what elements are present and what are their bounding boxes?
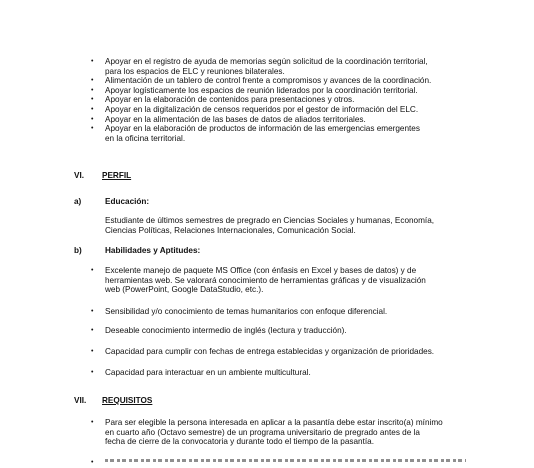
section-title: REQUISITOS: [102, 396, 153, 405]
bullet-glyph: •: [91, 86, 94, 94]
section-number: VII.: [74, 396, 87, 405]
bullet-glyph: •: [91, 125, 94, 133]
bullet-line: Apoyar en el registro de ayuda de memorias según solicitud de la coordinación territorial,: [105, 57, 428, 66]
paragraph-line: Estudiante de últimos semestres de pregrado en Ciencias Sociales y humanas, Economía,: [105, 216, 435, 225]
section-title: PERFIL: [102, 171, 132, 180]
bullet-glyph: •: [91, 106, 94, 113]
bullet-line: en la oficina territorial.: [105, 133, 186, 143]
bullet-glyph: •: [91, 327, 94, 334]
bullet-glyph: •: [91, 58, 94, 65]
bullet-line: Capacidad para interactuar en un ambiente multicultural.: [105, 368, 311, 377]
bullet-glyph: •: [91, 419, 94, 426]
bullet-glyph: •: [91, 77, 94, 85]
bullet-line: Alimentación de un tablero de control frente a compromisos y avances de la coordinación.: [105, 76, 432, 86]
subsection-heading: Habilidades y Aptitudes:: [105, 246, 201, 255]
subsection-letter: b): [74, 246, 82, 255]
bullet-glyph: •: [91, 267, 94, 274]
bullet-line: Capacidad para cumplir con fechas de entrega establecidas y organización de prioridades.: [105, 347, 435, 356]
bullet-line: Deseable conocimiento intermedio de inglés (lectura y traducción).: [105, 326, 347, 335]
bullet-glyph: •: [91, 115, 94, 123]
bullet-line: Apoyar en la elaboración de contenidos para presentaciones y otros.: [105, 95, 355, 105]
bullet-line: web (PowerPoint, Google DataStudio, etc.).: [105, 285, 264, 295]
bullet-glyph-cut: •: [91, 459, 94, 466]
bullet-line: herramientas web. Se valorará conocimiento de herramientas gráficas y de visualización: [105, 275, 426, 285]
section-number: VI.: [74, 171, 85, 180]
bullet-line: Apoyar en la digitalización de censos requeridos por el gestor de información del ELC.: [105, 105, 419, 114]
bullet-line: Apoyar en la alimentación de las bases de datos de aliados territoriales.: [105, 114, 366, 124]
bullet-line: Para ser elegible la persona interesada en aplicar a la pasantía debe estar inscrito(a) mínimo: [105, 418, 443, 427]
bullet-line: para los espacios de ELC y reuniones bilaterales.: [105, 66, 285, 76]
bullet-line: en cuarto año (Octavo semestre) de un programa universitario de pregrado antes de la: [105, 427, 420, 437]
subsection-letter: a): [74, 197, 82, 206]
bullet-glyph: •: [91, 96, 94, 104]
paragraph-line: Ciencias Políticas, Relaciones Internacionales, Comunicación Social.: [105, 225, 356, 235]
subsection-heading: Educación:: [105, 197, 150, 206]
bullet-line: fecha de cierre de la convocatoria y durante todo el tiempo de la pasantía.: [105, 437, 374, 447]
bullet-line: Sensibilidad y/o conocimiento de temas humanitarios con enfoque diferencial.: [105, 307, 388, 316]
bullet-glyph: •: [91, 348, 94, 355]
bullet-glyph: •: [91, 308, 94, 315]
bullet-glyph: •: [91, 369, 94, 376]
bullet-line: Excelente manejo de paquete MS Office (con énfasis en Excel y bases de datos) y de: [105, 266, 417, 275]
bullet-line: Apoyar en la elaboración de productos de información de las emergencias emergentes: [105, 124, 420, 134]
bullet-line: Apoyar logísticamente los espacios de reunión liderados por la coordinación territorial.: [105, 85, 418, 95]
